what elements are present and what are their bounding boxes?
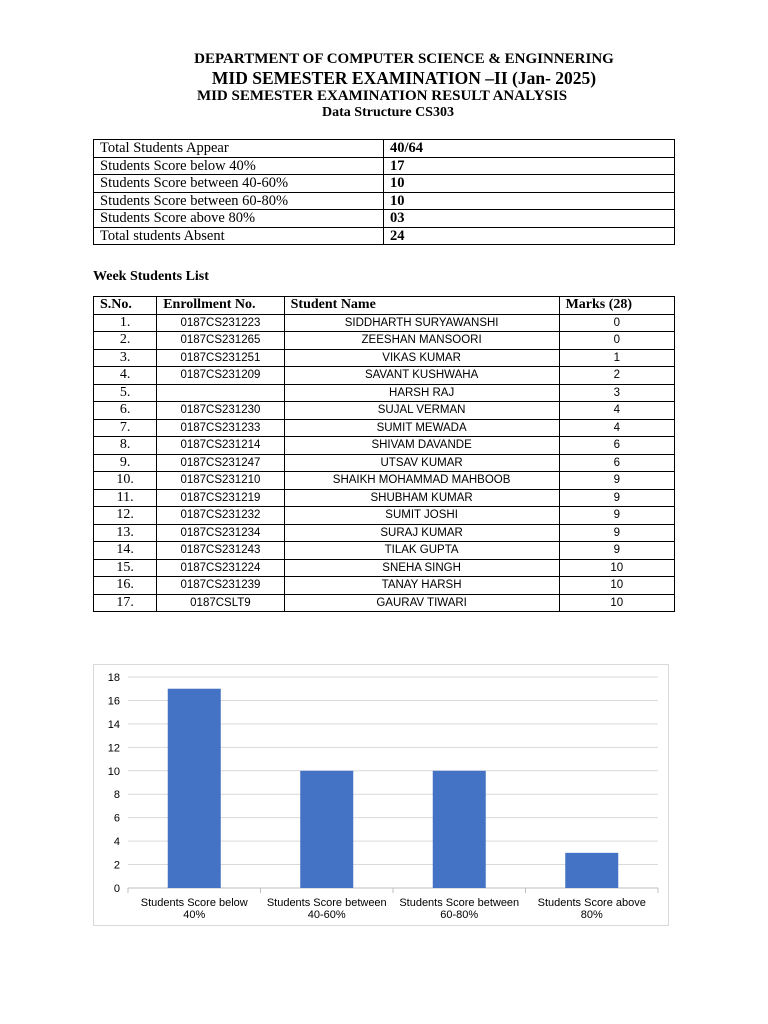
cell-marks: 9	[559, 542, 674, 560]
table-row	[94, 472, 675, 490]
cell-enrollment: 0187CS231210	[157, 472, 284, 490]
x-tick-label-line: 80%	[580, 909, 603, 921]
cell-marks: 9	[559, 472, 674, 490]
weak-students-table	[93, 296, 675, 612]
summary-row	[94, 227, 675, 245]
cell-marks: 4	[559, 402, 674, 420]
cell-sno: 12.	[94, 507, 157, 525]
x-tick-label-line: 60-80%	[440, 909, 479, 921]
bar	[300, 771, 353, 888]
cell-marks: 9	[559, 507, 674, 525]
cell-student-name: SUMIT JOSHI	[284, 507, 559, 525]
cell-marks: 6	[559, 454, 674, 472]
column-header-sno: S.No.	[94, 297, 157, 315]
cell-enrollment: 0187CS231251	[157, 349, 284, 367]
x-tick-label-line: Students Score below	[140, 897, 248, 909]
exam-title: MID SEMESTER EXAMINATION –II (Jan- 2025)	[211, 68, 597, 88]
table-row	[94, 507, 675, 525]
bar	[433, 771, 486, 888]
cell-student-name: GAURAV TIWARI	[284, 594, 559, 612]
summary-label: Students Score between 60-80%	[94, 192, 384, 210]
cell-student-name: SURAJ KUMAR	[284, 524, 559, 542]
cell-sno: 17.	[94, 594, 157, 612]
table-row	[94, 419, 675, 437]
cell-sno: 3.	[94, 349, 157, 367]
cell-student-name: SIDDHARTH SURYAWANSHI	[284, 314, 559, 332]
x-tick-label-line: 40%	[183, 909, 206, 921]
score-distribution-chart	[93, 664, 669, 926]
cell-enrollment: 0187CS231234	[157, 524, 284, 542]
table-row	[94, 489, 675, 507]
summary-value: 24	[384, 227, 675, 245]
cell-enrollment: 0187CS231232	[157, 507, 284, 525]
cell-sno: 13.	[94, 524, 157, 542]
table-row	[94, 559, 675, 577]
cell-enrollment: 0187CS231247	[157, 454, 284, 472]
cell-sno: 9.	[94, 454, 157, 472]
cell-marks: 1	[559, 349, 674, 367]
department-title: DEPARTMENT OF COMPUTER SCIENCE & ENGINNERING	[194, 51, 614, 67]
y-tick-label: 0	[113, 883, 120, 895]
cell-marks: 9	[559, 524, 674, 542]
cell-student-name: SUMIT MEWADA	[284, 419, 559, 437]
cell-sno: 6.	[94, 402, 157, 420]
cell-student-name: SHUBHAM KUMAR	[284, 489, 559, 507]
cell-marks: 4	[559, 419, 674, 437]
cell-sno: 8.	[94, 437, 157, 455]
cell-enrollment	[157, 384, 284, 402]
y-tick-label: 6	[113, 812, 120, 825]
cell-marks: 3	[559, 384, 674, 402]
chart-svg	[94, 665, 670, 927]
table-row	[94, 384, 675, 402]
summary-row	[94, 210, 675, 228]
cell-enrollment: 0187CSLT9	[157, 594, 284, 612]
cell-enrollment: 0187CS231239	[157, 577, 284, 595]
cell-sno: 14.	[94, 542, 157, 560]
cell-sno: 11.	[94, 489, 157, 507]
summary-value: 10	[384, 175, 675, 193]
table-row	[94, 524, 675, 542]
table-row	[94, 594, 675, 612]
summary-label: Total Students Appear	[94, 140, 384, 158]
cell-marks: 6	[559, 437, 674, 455]
cell-sno: 5.	[94, 384, 157, 402]
table-row	[94, 367, 675, 385]
table-row	[94, 349, 675, 367]
cell-student-name: SAVANT KUSHWAHA	[284, 367, 559, 385]
table-row	[94, 577, 675, 595]
bar	[565, 853, 618, 888]
cell-student-name: ZEESHAN MANSOORI	[284, 332, 559, 350]
cell-marks: 10	[559, 559, 674, 577]
cell-enrollment: 0187CS231223	[157, 314, 284, 332]
x-tick-label-line: Students Score between	[399, 897, 520, 909]
table-row	[94, 437, 675, 455]
cell-enrollment: 0187CS231219	[157, 489, 284, 507]
summary-table	[93, 139, 675, 245]
table-row	[94, 314, 675, 332]
cell-student-name: SNEHA SINGH	[284, 559, 559, 577]
table-row	[94, 542, 675, 560]
y-tick-label: 18	[107, 672, 120, 684]
cell-enrollment: 0187CS231233	[157, 419, 284, 437]
y-tick-label: 8	[113, 789, 120, 802]
cell-sno: 4.	[94, 367, 157, 385]
x-tick-label-line: Students Score between	[266, 897, 387, 909]
summary-value: 10	[384, 192, 675, 210]
cell-marks: 10	[559, 594, 674, 612]
summary-value: 40/64	[384, 140, 675, 158]
cell-sno: 10.	[94, 472, 157, 490]
summary-row	[94, 157, 675, 175]
summary-row	[94, 175, 675, 193]
cell-marks: 0	[559, 314, 674, 332]
summary-label: Total students Absent	[94, 227, 384, 245]
summary-value: 17	[384, 157, 675, 175]
cell-student-name: SHAIKH MOHAMMAD MAHBOOB	[284, 472, 559, 490]
x-tick-label-line: Students Score above	[537, 897, 646, 909]
y-tick-label: 4	[113, 836, 120, 849]
summary-label: Students Score between 40-60%	[94, 175, 384, 193]
y-tick-label: 12	[107, 742, 120, 755]
y-tick-label: 16	[107, 695, 120, 708]
column-header-enrollment: Enrollment No.	[157, 297, 284, 315]
cell-student-name: SHIVAM DAVANDE	[284, 437, 559, 455]
y-tick-label: 10	[107, 765, 120, 778]
cell-enrollment: 0187CS231214	[157, 437, 284, 455]
cell-enrollment: 0187CS231265	[157, 332, 284, 350]
x-tick-label	[538, 897, 646, 921]
cell-marks: 2	[559, 367, 674, 385]
summary-label: Students Score above 80%	[94, 210, 384, 228]
table-header-row	[94, 297, 675, 315]
table-row	[94, 402, 675, 420]
x-tick-label	[267, 897, 387, 921]
cell-student-name: SUJAL VERMAN	[284, 402, 559, 420]
column-header-student-name: Student Name	[284, 297, 559, 315]
cell-student-name: TANAY HARSH	[284, 577, 559, 595]
cell-student-name: VIKAS KUMAR	[284, 349, 559, 367]
cell-enrollment: 0187CS231209	[157, 367, 284, 385]
cell-student-name: HARSH RAJ	[284, 384, 559, 402]
cell-marks: 9	[559, 489, 674, 507]
cell-student-name: UTSAV KUMAR	[284, 454, 559, 472]
cell-sno: 2.	[94, 332, 157, 350]
x-tick-label-line: 40-60%	[307, 909, 346, 921]
x-tick-label	[399, 897, 519, 921]
summary-row	[94, 192, 675, 210]
bar	[168, 689, 221, 888]
weak-students-title: Week Students List	[93, 269, 209, 284]
cell-marks: 10	[559, 577, 674, 595]
table-row	[94, 454, 675, 472]
table-row	[94, 332, 675, 350]
column-header-marks: Marks (28)	[559, 297, 674, 315]
cell-sno: 15.	[94, 559, 157, 577]
summary-row	[94, 140, 675, 158]
cell-marks: 0	[559, 332, 674, 350]
analysis-title: MID SEMESTER EXAMINATION RESULT ANALYSIS	[196, 88, 568, 104]
cell-enrollment: 0187CS231224	[157, 559, 284, 577]
cell-student-name: TILAK GUPTA	[284, 542, 559, 560]
y-tick-label: 2	[113, 859, 120, 872]
summary-value: 03	[384, 210, 675, 228]
subject-title: Data Structure CS303	[322, 105, 454, 120]
summary-label: Students Score below 40%	[94, 157, 384, 175]
cell-enrollment: 0187CS231243	[157, 542, 284, 560]
cell-sno: 16.	[94, 577, 157, 595]
cell-enrollment: 0187CS231230	[157, 402, 284, 420]
y-tick-label: 14	[107, 718, 120, 731]
x-tick-label	[141, 897, 248, 921]
cell-sno: 7.	[94, 419, 157, 437]
cell-sno: 1.	[94, 314, 157, 332]
